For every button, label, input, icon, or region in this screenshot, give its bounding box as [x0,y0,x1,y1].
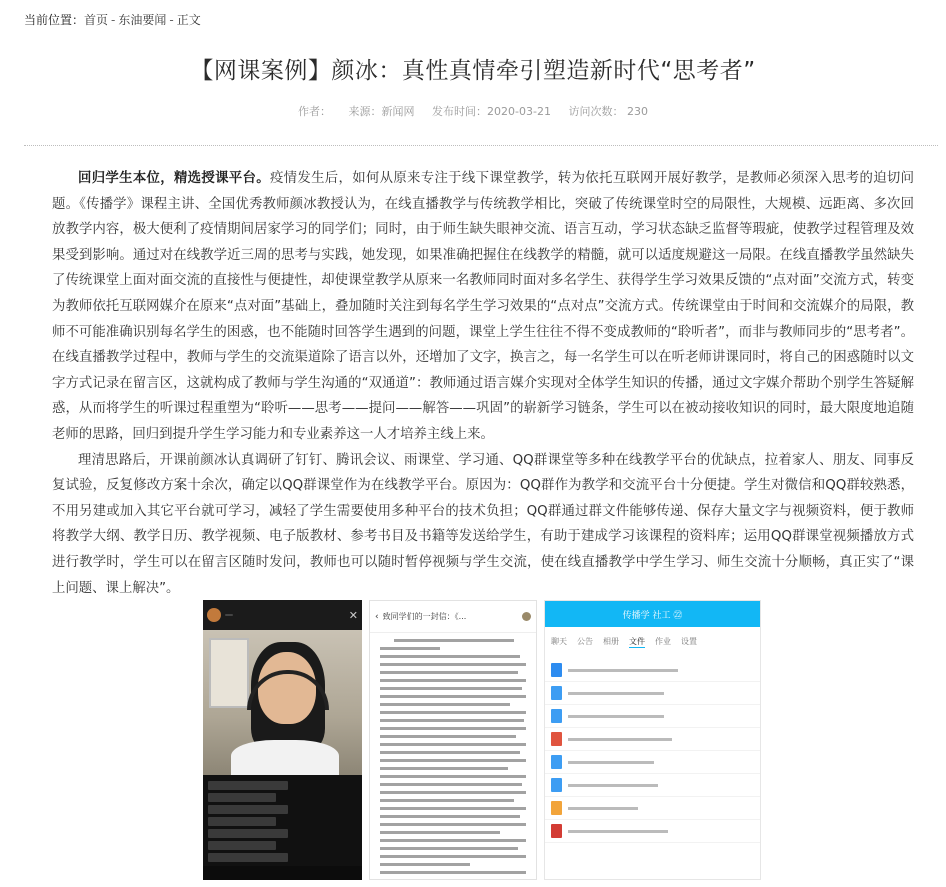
video-icon [551,778,562,792]
list-item [545,797,760,820]
title-divider [24,145,938,146]
breadcrumb-prefix: 当前位置： [24,13,85,27]
teacher-video [203,630,362,775]
list-item [545,659,760,682]
video-bottom-bar [203,866,362,880]
paragraph-text: 疫情发生后，如何从原来专注于线下课堂教学，转为依托互联网开展好教学，是教师必须深入思考的迫切问题。《传播学》课程主讲、全国优秀教师颜冰教授认为，在线直播教学与传统教学相比，突破了传统课堂时空的局限性，大规模、远距离、多次回放教学内容，极大便利了疫情期间居家学习的同学们；同时，由于师生缺失眼神交流、语言互动，学习状态缺乏监督等瑕疵，使教学过程管理及效果受到影响。通过对在线教学近三周的思考与实践，她发现，如果准确把握住在线教学的精髓，就可以适度规避这一局限。在线直播教学虽然缺失了传统课堂上面对面交流的直接性与便捷性，却使课堂教学从原来一名教师同时面对多名学生、获得学生学习效果反馈的“点对面”交流方式，转变为教师依托互联网媒介在原来“点对面”基础上，叠加随时关注到每名学生学习效果的“点对点”交流方式。传统课堂由于时间和交流媒介的局限，教师不可能准确识别每名学生的困惑，也不能随时回答学生遇到的问题，课堂上学生往往不得不变成教师的“聆听者”，而非与教师同步的“思考者”。在线直播教学过程中，教师与学生的交流渠道除了语言以外，还增加了文字，换言之，每一名学生可以在听老师讲课同时，将自己的困惑随时以文字方式记录在留言区，这就构成了教师与学生沟通的“双通道”：教师通过语言媒介实现对全体学生知识的传播，通过文字媒介帮助个别学生答疑解惑，从而将学生的听课过程重塑为“聆听——思考——提问——解答——巩固”的崭新学习链条，学生可以在被动接收知识的同时，最大限度地追随老师的思路，回归到提升学生学习能力和专业素养这一人才培养主线上来。 [52,171,915,442]
chat-messages [203,775,362,880]
paragraph-lead: 回归学生本位，精选授课平台。 [78,171,270,186]
article-meta [0,103,946,119]
ppt-icon [551,732,562,746]
tab-album: 相册 [603,637,619,646]
tab-files: 文件 [629,637,645,646]
list-item [545,751,760,774]
breadcrumb-section-link[interactable]: 东油要闻 [118,13,167,27]
meta-author: 作者： [298,105,332,118]
tab-homework: 作业 [655,637,671,646]
zip-icon [551,801,562,815]
list-item [545,820,760,843]
doc-icon [551,663,562,677]
tab-settings: 设置 [681,637,697,646]
pdf-icon [551,824,562,838]
paragraph-text: 理清思路后，开课前颜冰认真调研了钉钉、腾讯会议、雨课堂、学习通、QQ群课堂等多种在线教学平台的优缺点，拉着家人、朋友、同事反复试验，反复修改方案十余次，确定以QQ群课堂作为在线教学平台。原因为：QQ群作为教学和交流平台十分便捷。学生对微信和QQ群较熟悉，不用另建或加入其它平台就可学习，减轻了学生需要使用多种平台的技术负担；QQ群通过群文件能够传递、保存大量文字与视频资料，便于教师将教学大纲、教学日历、教学视频、电子版教材、参考书目及书籍等发送给学生，有助于建成学习该课程的资料库；运用QQ群课堂视频播放方式进行教学时，学生可以在留言区随时发问，教师也可以随时暂停视频与学生交流，使在线直播教学中学生学习、师生交流十分顺畅，真正实了“课上问题、课上解决”。 [52,452,914,596]
video-icon [551,755,562,769]
tab-notice: 公告 [577,637,593,646]
list-item [545,705,760,728]
letter-body [370,633,536,880]
meta-date: 发布时间：2020-03-21 [432,105,551,118]
tab-chat: 聊天 [551,637,567,646]
breadcrumb-home-link[interactable]: 首页 [84,13,109,27]
breadcrumb-separator: - [169,13,174,27]
video-chip [225,614,233,616]
article-body [52,166,914,601]
breadcrumb-separator: - [111,13,116,27]
group-files-screenshot [544,600,761,880]
breadcrumb-current: 正文 [176,13,201,27]
meta-source: 来源：新闻网 [348,105,415,118]
teacher-shirt [231,740,339,780]
video-icon [551,686,562,700]
video-icon [551,709,562,723]
meta-views: 访问次数： 230 [568,105,648,118]
list-item [545,728,760,751]
video-call-screenshot [203,600,362,880]
window-background [209,638,249,708]
paragraph [52,166,914,448]
list-item [545,774,760,797]
avatar [522,612,531,621]
group-tabs [545,627,760,653]
close-icon: ✕ [348,608,358,622]
letter-title: 致同学们的一封信：《... [382,612,467,621]
paragraph [52,448,914,602]
article-images [203,600,761,880]
list-item [545,682,760,705]
avatar [207,608,221,622]
video-top-bar [203,600,362,630]
back-icon: ‹ [375,611,379,622]
letter-screenshot [369,600,537,880]
breadcrumb [24,11,201,28]
group-header: 传播学 社工 ㉒ [545,601,760,627]
article-title: 【网课案例】颜冰：真性真情牵引塑造新时代“思考者” [190,58,756,84]
letter-top-bar [370,601,536,633]
